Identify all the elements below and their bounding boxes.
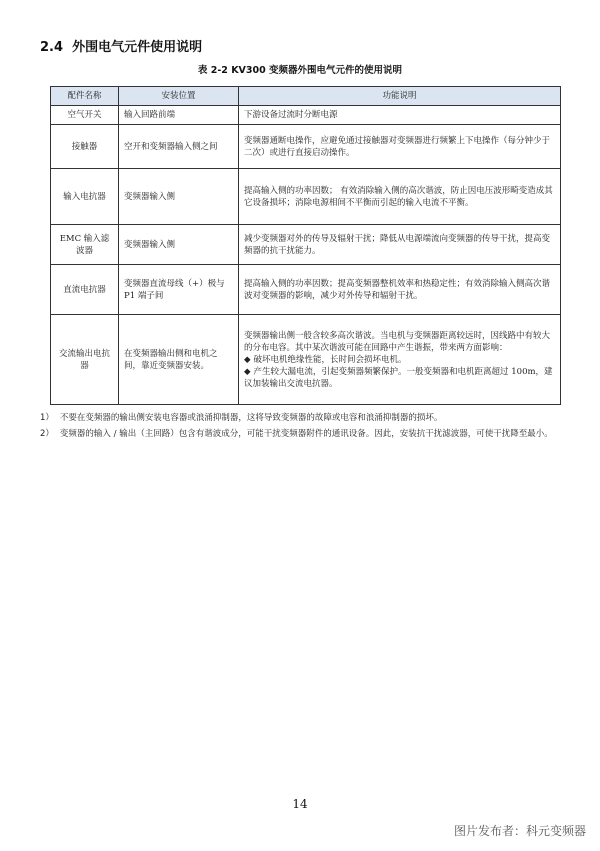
header-function: 功能说明	[239, 87, 561, 106]
section-title: 外围电气元件使用说明	[72, 40, 203, 55]
install-position: 变频器输入侧	[119, 169, 239, 225]
header-install-position: 安装位置	[119, 87, 239, 106]
note-text: 不要在变频器的输出侧安装电容器或浪涌抑制器，这将导致变频器的故障或电容和浪涌抑制器的损坏。	[59, 413, 443, 423]
section-heading	[40, 36, 202, 55]
note-item	[40, 410, 570, 426]
table-row	[51, 169, 561, 225]
table-row	[51, 265, 561, 315]
header-part-name: 配件名称	[51, 87, 119, 106]
function-description: 减少变频器对外的传导及辐射干扰；降低从电源端流向变频器的传导干扰，提高变频器的抗干扰能力。	[239, 225, 561, 265]
function-intro: 变频器输出侧一般含较多高次谐波。当电机与变频器距离较远时，因线路中有较大的分布电容。其中某次谐波可能在回路中产生谐振，带来两方面影响：	[244, 330, 551, 353]
install-position: 输入回路前端	[119, 106, 239, 125]
install-position: 变频器直流母线（+）极与P1 端子间	[119, 265, 239, 315]
bullet-item	[244, 366, 555, 390]
function-description	[239, 315, 561, 405]
components-table	[50, 86, 561, 405]
bullet-text: 产生较大漏电流，引起变频器频繁保护。一般变频器和电机距离超过 100m，建议加装输出交流电抗器。	[244, 366, 553, 389]
table-row	[51, 106, 561, 125]
table-header-row	[51, 87, 561, 106]
table-row	[51, 315, 561, 405]
install-position: 变频器输入侧	[119, 225, 239, 265]
function-description: 下游设备过流时分断电源	[239, 106, 561, 125]
part-name: 空气开关	[51, 106, 119, 125]
table-row	[51, 125, 561, 169]
part-name: EMC 输入滤波器	[51, 225, 119, 265]
function-description: 提高输入侧的功率因数； 有效消除输入侧的高次谐波，防止因电压波形畸变造成其它设备损坏；消除电源相间不平衡而引起的输入电流不平衡。	[239, 169, 561, 225]
section-number: 2.4	[40, 40, 64, 55]
part-name: 输入电抗器	[51, 169, 119, 225]
diamond-bullet-icon: ◆	[244, 354, 251, 365]
note-number: 2）	[40, 429, 54, 439]
note-item	[40, 426, 570, 442]
bullet-text: 破坏电机绝缘性能，长时间会损坏电机。	[253, 354, 407, 365]
notes	[40, 410, 570, 442]
install-position: 空开和变频器输入侧之间	[119, 125, 239, 169]
page-number: 14	[292, 797, 308, 811]
part-name: 直流电抗器	[51, 265, 119, 315]
note-number: 1）	[40, 413, 54, 423]
table-caption: 表 2-2 KV300 变频器外围电气元件的使用说明	[197, 65, 403, 76]
diamond-bullet-icon: ◆	[244, 366, 251, 377]
table-row	[51, 225, 561, 265]
install-position: 在变频器输出侧和电机之间，靠近变频器安装。	[119, 315, 239, 405]
bullet-item	[244, 354, 555, 366]
function-description: 提高输入侧的功率因数；提高变频器整机效率和热稳定性；有效消除输入侧高次谐波对变频器的影响，减少对外传导和辐射干扰。	[239, 265, 561, 315]
publisher-watermark: 图片发布者：科元变频器	[453, 824, 586, 838]
part-name: 交流输出电抗器	[51, 315, 119, 405]
note-text: 变频器的输入 / 输出（主回路）包含有谐波成分，可能干扰变频器附件的通讯设备。因此，安装抗干扰滤波器，可使干扰降至最小。	[59, 429, 553, 439]
function-description: 变频器通断电操作，应避免通过接触器对变频器进行频繁上下电操作（每分钟少于二次）或进行直接启动操作。	[239, 125, 561, 169]
part-name: 接触器	[51, 125, 119, 169]
